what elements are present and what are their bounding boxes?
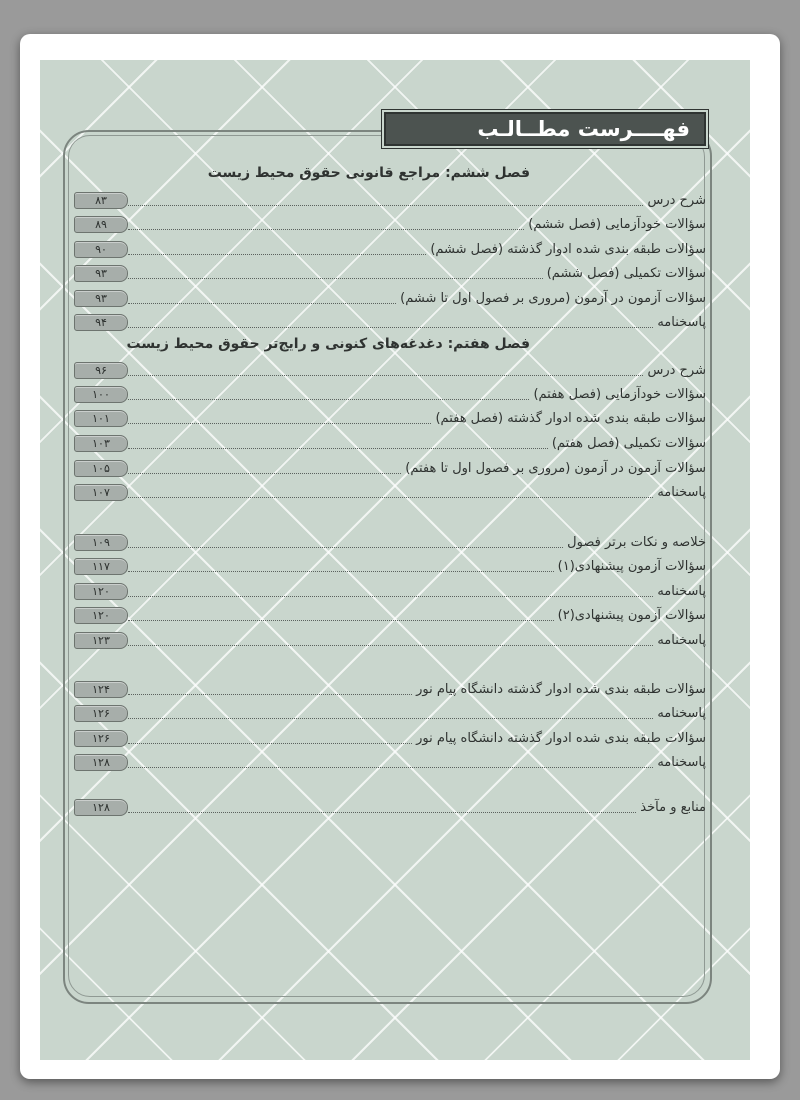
entry-label: سؤالات تکمیلی (فصل هفتم) (551, 436, 706, 451)
entry-label: سؤالات طبقه بندی شده ادوار گذشته (فصل ششم) (430, 242, 706, 257)
dot-leader (128, 742, 412, 744)
toc-row[interactable] (74, 286, 710, 308)
entry-label: پاسخنامه (657, 485, 706, 500)
page-number-badge: ۱۲۰ (74, 583, 128, 600)
page-number-badge: ۱۰۰ (74, 386, 128, 403)
dot-leader (128, 447, 548, 449)
entry-label: سؤالات آزمون پیشنهادی(۲) (557, 608, 706, 623)
toc-row[interactable] (74, 310, 710, 332)
entry-label: سؤالات آزمون پیشنهادی(۱) (557, 559, 706, 574)
dot-leader (128, 302, 396, 304)
toc-row[interactable] (74, 480, 710, 502)
page-number-badge: ۸۹ (74, 216, 128, 233)
toc-row[interactable] (74, 431, 710, 453)
toc-row[interactable] (74, 212, 710, 234)
page-number-badge: ۱۲۶ (74, 705, 128, 722)
dot-leader (128, 326, 653, 328)
dot-leader (128, 811, 636, 813)
dot-leader (128, 766, 653, 768)
toc-row[interactable] (74, 701, 710, 723)
dot-leader (128, 422, 431, 424)
page-number-badge: ۱۲۴ (74, 681, 128, 698)
entry-label: پاسخنامه (657, 633, 706, 648)
toc-row[interactable] (74, 358, 710, 380)
page-number-badge: ۱۲۸ (74, 754, 128, 771)
dot-leader (128, 398, 529, 400)
toc-row[interactable] (74, 406, 710, 428)
dot-leader (128, 204, 643, 206)
dot-leader (128, 693, 412, 695)
dot-leader (128, 570, 554, 572)
entry-label: سؤالات آزمون در آزمون (مروری بر فصول اول تا هفتم) (405, 461, 706, 476)
dot-leader (128, 228, 524, 230)
entry-label: منابع و مآخذ (640, 800, 706, 815)
dot-leader (128, 472, 401, 474)
toc-row[interactable] (74, 554, 710, 576)
page-number-badge: ۹۰ (74, 241, 128, 258)
dot-leader (128, 496, 653, 498)
chapter-6-heading: فصل ششم: مراجع قانونی حقوق محیط زیست (207, 165, 530, 181)
page-number-badge: ۱۰۳ (74, 435, 128, 452)
entry-label: پاسخنامه (657, 706, 706, 721)
entry-label: پاسخنامه (657, 315, 706, 330)
page-number-badge: ۱۲۸ (74, 799, 128, 816)
page-number-badge: ۱۰۵ (74, 460, 128, 477)
entry-label: سؤالات آزمون در آزمون (مروری بر فصول اول تا ششم) (400, 291, 706, 306)
entry-label: سؤالات خودآزمایی (فصل ششم) (528, 217, 706, 232)
page-number-badge: ۱۱۷ (74, 558, 128, 575)
entry-label: شرح درس (647, 193, 706, 208)
page-number-badge: ۹۶ (74, 362, 128, 379)
toc-row[interactable] (74, 750, 710, 772)
chapter-7-heading: فصل هفتم: دغدغه‌های کنونی و رایج‌تر حقوق محیط زیست (126, 336, 530, 352)
toc-row[interactable] (74, 628, 710, 650)
page-number-badge: ۱۲۳ (74, 632, 128, 649)
page-number-badge: ۸۳ (74, 192, 128, 209)
dot-leader (128, 277, 543, 279)
entry-label: سؤالات تکمیلی (فصل ششم) (546, 266, 706, 281)
toc-row[interactable] (74, 677, 710, 699)
page-number-badge: ۹۴ (74, 314, 128, 331)
dot-leader (128, 644, 653, 646)
toc-row[interactable] (74, 188, 710, 210)
toc-entries (74, 0, 710, 1100)
page-number-badge: ۱۲۶ (74, 730, 128, 747)
toc-row[interactable] (74, 530, 710, 552)
entry-label: شرح درس (647, 363, 706, 378)
entry-label: پاسخنامه (657, 584, 706, 599)
dot-leader (128, 595, 653, 597)
page-number-badge: ۱۰۷ (74, 484, 128, 501)
page-number-badge: ۹۳ (74, 290, 128, 307)
entry-label: سؤالات طبقه بندی شده ادوار گذشته دانشگاه پیام نور (416, 682, 706, 697)
toc-row[interactable] (74, 456, 710, 478)
page-number-badge: ۱۰۱ (74, 410, 128, 427)
toc-row[interactable] (74, 726, 710, 748)
toc-row[interactable] (74, 795, 710, 817)
toc-title: فهــــرست مطــالـب (384, 112, 706, 146)
page-number-badge: ۱۰۹ (74, 534, 128, 551)
dot-leader (128, 717, 653, 719)
entry-label: سؤالات طبقه بندی شده ادوار گذشته دانشگاه پیام نور (416, 731, 706, 746)
toc-row[interactable] (74, 603, 710, 625)
dot-leader (128, 253, 426, 255)
entry-label: سؤالات طبقه بندی شده ادوار گذشته (فصل هفتم) (435, 411, 706, 426)
entry-label: خلاصه و نکات برتر فصول (567, 535, 706, 550)
page-number-badge: ۹۳ (74, 265, 128, 282)
dot-leader (128, 546, 563, 548)
page-number-badge: ۱۲۰ (74, 607, 128, 624)
toc-row[interactable] (74, 382, 710, 404)
entry-label: سؤالات خودآزمایی (فصل هفتم) (533, 387, 706, 402)
dot-leader (128, 619, 554, 621)
entry-label: پاسخنامه (657, 755, 706, 770)
dot-leader (128, 374, 643, 376)
toc-row[interactable] (74, 579, 710, 601)
toc-row[interactable] (74, 237, 710, 259)
toc-row[interactable] (74, 261, 710, 283)
